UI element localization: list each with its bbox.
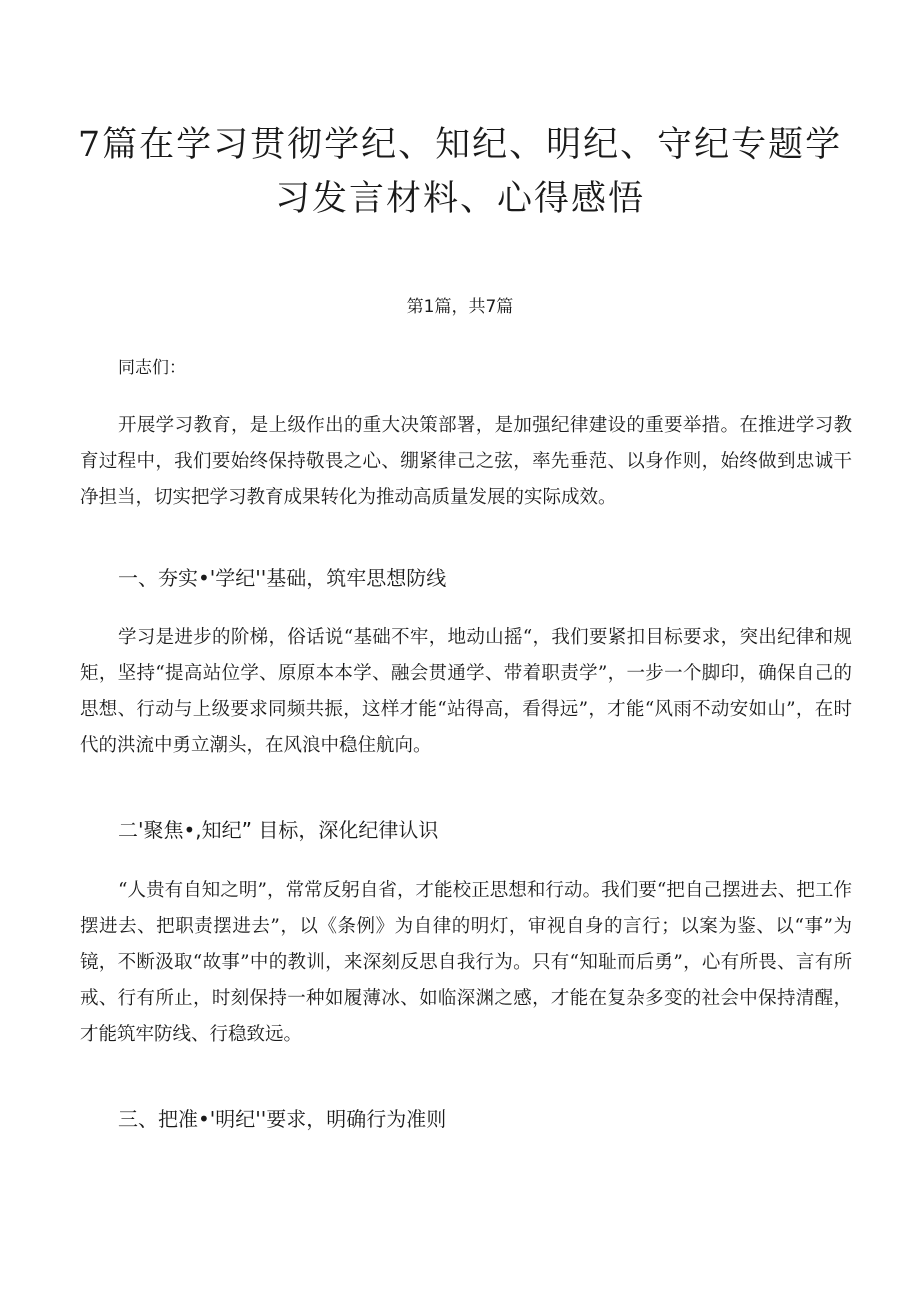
section-heading-3: 三、把准•'明纪''要求，明确行为准则 xyxy=(118,1107,447,1131)
article-counter: 第1篇，共7篇 xyxy=(406,297,514,317)
salutation: 同志们： xyxy=(118,358,186,378)
intro-paragraph: 开展学习教育，是上级作出的重大决策部署，是加强纪律建设的重要举措。在推进学习教育过程中，我们要始终保持敬畏之心、绷紧律己之弦，率先垂范、以身作则，始终做到忠诚干净担当，切实把学习教育成果转化为推动高质量发展的实际成效。 xyxy=(80,415,852,508)
section-heading-1: 一、夯实•'学纪''基础，筑牢思想防线 xyxy=(118,566,447,590)
section-heading-2: 二'聚焦•,知纪” 目标，深化纪律认识 xyxy=(118,818,439,842)
section-body-1: 学习是进步的阶梯，俗话说“基础不牢，地动山摇“，我们要紧扣目标要求，突出纪律和规矩，坚持“提高站位学、原原本本学、融会贯通学、带着职责学”，一步一个脚印，确保自己的思想、行动与上级要求同频共振，这样才能“站得高，看得远”，才能“风雨不动安如山”，在时代的洪流中勇立潮头，在风浪中稳住航向。 xyxy=(80,627,852,756)
section-body-2: “人贵有自知之明”，常常反躬自省，才能校正思想和行动。我们要“把自己摆进去、把工作摆进去、把职责摆进去”，以《条例》为自律的明灯，审视自身的言行；以案为鉴、以“事”为镜，不断汲取“故事”中的教训，来深刻反思自我行为。只有“知耻而后勇”，心有所畏、言有所戒、行有所止，时刻保持一种如履薄冰、如临深渊之感，才能在复杂多变的社会中保持清醒，才能筑牢防线、行稳致远。 xyxy=(80,880,852,1045)
document-title: 7篇在学习贯彻学纪、知纪、明纪、守纪专题学习发言材料、心得感悟 xyxy=(77,125,843,219)
